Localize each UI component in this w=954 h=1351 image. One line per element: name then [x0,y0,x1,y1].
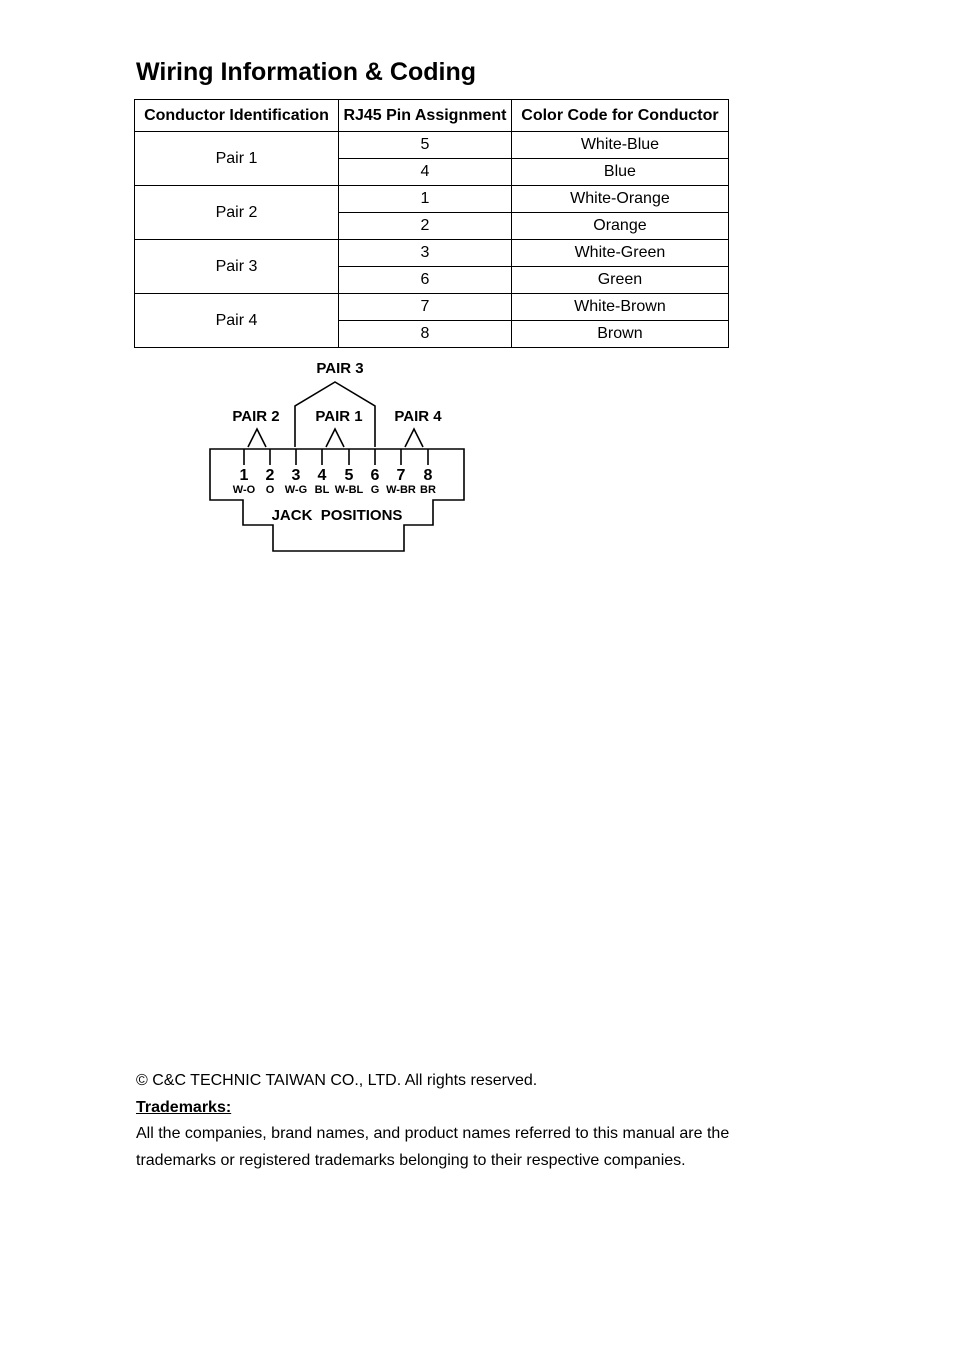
pair-name-cell: Pair 1 [135,132,339,186]
table-row [135,186,729,213]
pin-cell: 6 [339,267,512,294]
pin-number: 2 [265,467,275,484]
pin-cell: 5 [339,132,512,159]
table-row [135,132,729,159]
header-rj45-pin-assignment: RJ45 Pin Assignment [339,100,512,132]
rj45-jack-diagram [205,355,470,560]
color-cell: White-Orange [511,186,728,213]
color-cell: Blue [511,159,728,186]
table-header-row [135,100,729,132]
pair-name-cell: Pair 2 [135,186,339,240]
jack-positions-caption: JACK POSITIONS [271,507,403,524]
pair1-caret [326,429,344,447]
pair2-caret [248,429,266,447]
pin-number: 7 [396,467,406,484]
pin-number: 5 [344,467,354,484]
pin-cell: 2 [339,213,512,240]
pair1-label: PAIR 1 [315,408,363,425]
pin-code: W-BL [334,484,364,496]
pin-code: W-BR [386,484,416,496]
color-cell: White-Brown [511,294,728,321]
trademarks-line-2: trademarks or registered trademarks belonging to their respective companies. [136,1151,686,1169]
pin-code: BL [314,484,330,496]
pin-number: 6 [370,467,380,484]
header-color-code: Color Code for Conductor [511,100,728,132]
pin-number: 4 [317,467,327,484]
pair-name-cell: Pair 3 [135,240,339,294]
pin-ticks [244,449,428,465]
color-cell: White-Blue [511,132,728,159]
copyright-text: © C&C TECHNIC TAIWAN CO., LTD. All rights reserved. [136,1072,538,1089]
jack-outline [210,449,464,551]
table-row [135,294,729,321]
trademarks-line-1: All the companies, brand names, and product names referred to this manual are the [136,1125,730,1142]
color-cell: Brown [511,321,728,348]
footer [136,1068,836,1174]
trademarks-heading: Trademarks: [136,1098,232,1116]
pin-cell: 3 [339,240,512,267]
pair3-label: PAIR 3 [316,360,364,377]
pin-number: 3 [291,467,301,484]
pin-code: G [370,484,380,496]
pin-code: W-G [284,484,308,496]
pair2-label: PAIR 2 [232,408,280,425]
pair4-label: PAIR 4 [394,408,442,425]
page-title: Wiring Information & Coding [136,58,477,86]
pin-cell: 7 [339,294,512,321]
pin-cell: 1 [339,186,512,213]
pin-cell: 8 [339,321,512,348]
header-conductor-identification: Conductor Identification [135,100,339,132]
pin-code: O [265,484,275,496]
pin-code: W-O [232,484,256,496]
color-cell: Green [511,267,728,294]
color-cell: White-Green [511,240,728,267]
wiring-table [134,99,729,348]
color-cell: Orange [511,213,728,240]
pin-code: BR [420,484,436,496]
pin-number: 1 [239,467,249,484]
pin-number: 8 [423,467,433,484]
table-row [135,240,729,267]
pair-name-cell: Pair 4 [135,294,339,348]
pin-cell: 4 [339,159,512,186]
pair4-caret [405,429,423,447]
